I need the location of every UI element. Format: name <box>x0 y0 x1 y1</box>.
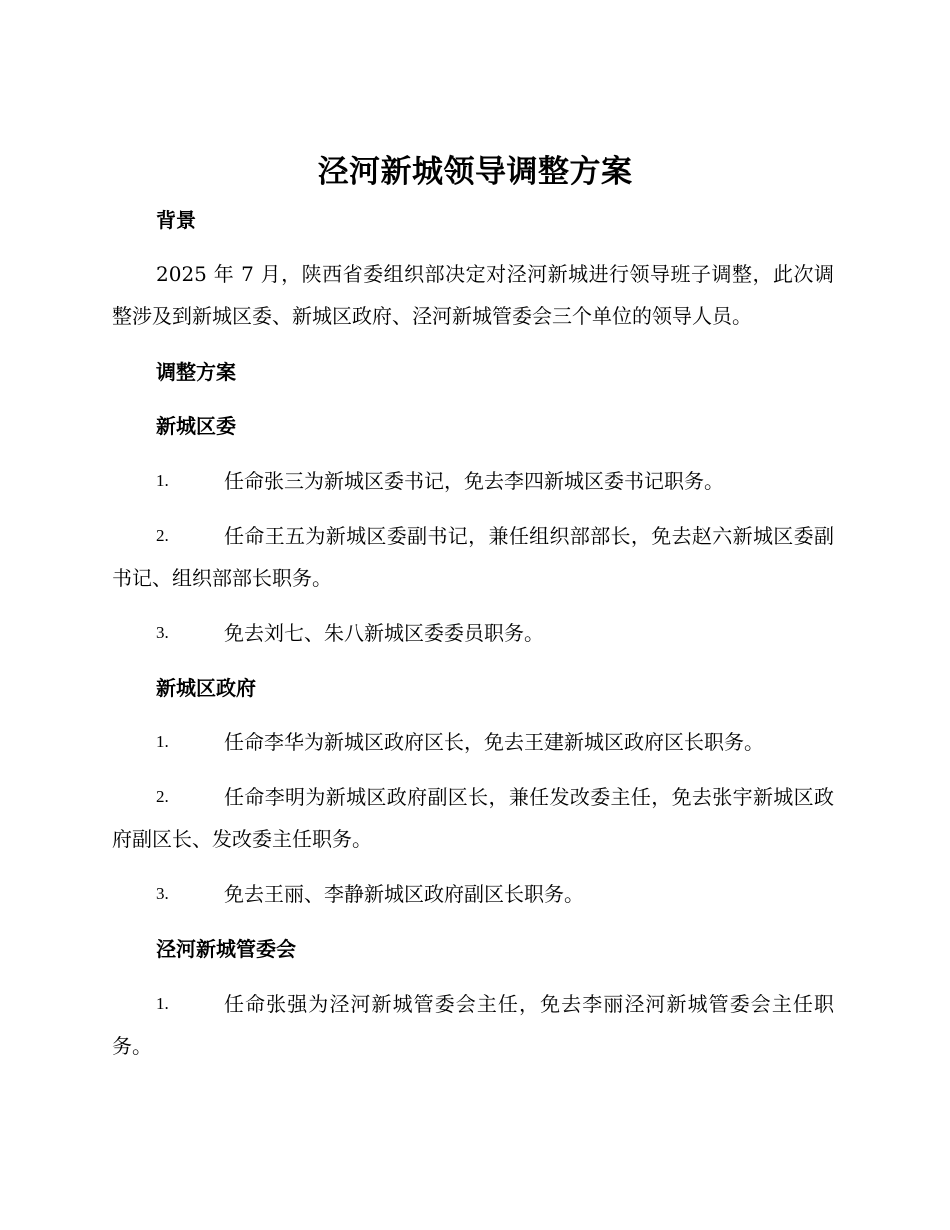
list-item-text: 任命李华为新城区政府区长，免去王建新城区政府区长职务。 <box>224 730 764 754</box>
subsection-heading-district-government: 新城区政府 <box>156 676 256 700</box>
list-item-text: 任命张三为新城区委书记，免去李四新城区委书记职务。 <box>224 469 724 493</box>
list-item <box>112 721 834 763</box>
list-item <box>112 515 834 599</box>
list-item <box>112 873 834 915</box>
list-item <box>112 460 834 502</box>
list-item-number: 1. <box>156 732 169 751</box>
list-item-text: 免去王丽、李静新城区政府副区长职务。 <box>224 882 584 906</box>
subsection-heading-district-committee: 新城区委 <box>156 414 236 438</box>
list-item <box>112 612 834 654</box>
list-item-number: 2. <box>156 787 169 806</box>
list-item-number: 3. <box>156 884 169 903</box>
list-item-number: 1. <box>156 994 169 1013</box>
section-heading-plan: 调整方案 <box>156 360 236 384</box>
background-paragraph: 2025 年 7 月，陕西省委组织部决定对泾河新城进行领导班子调整，此次调整涉及到新城区委、新城区政府、泾河新城管委会三个单位的领导人员。 <box>112 262 834 328</box>
list-item-number: 1. <box>156 471 169 490</box>
list-item-text: 免去刘七、朱八新城区委委员职务。 <box>224 621 544 645</box>
list-item-text: 任命王五为新城区委副书记，兼任组织部部长，免去赵六新城区委副书记、组织部部长职务。 <box>112 524 834 590</box>
section-heading-background: 背景 <box>156 208 196 232</box>
list-item <box>112 983 834 1067</box>
list-item-number: 2. <box>156 526 169 545</box>
subsection-heading-management-committee: 泾河新城管委会 <box>156 937 296 961</box>
list-item-number: 3. <box>156 623 169 642</box>
list-item-text: 任命张强为泾河新城管委会主任，免去李丽泾河新城管委会主任职务。 <box>112 992 834 1058</box>
document-title: 泾河新城领导调整方案 <box>317 154 633 190</box>
list-item-text: 任命李明为新城区政府副区长，兼任发改委主任，免去张宇新城区政府副区长、发改委主任职务。 <box>112 785 834 851</box>
list-item <box>112 776 834 860</box>
